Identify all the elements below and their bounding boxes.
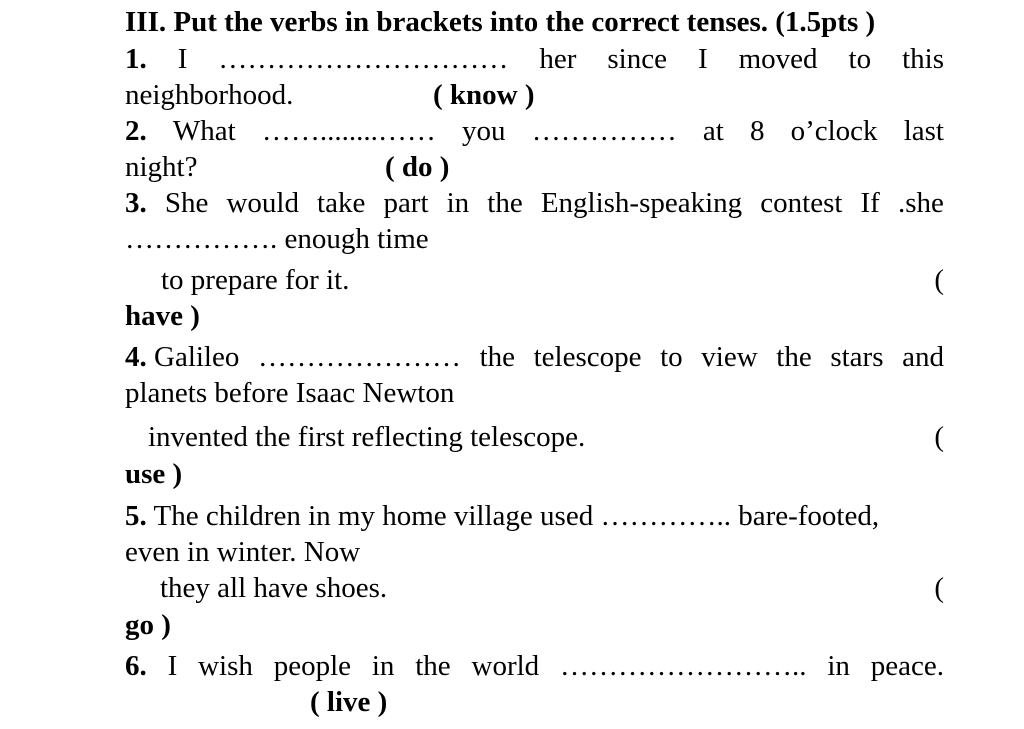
sentence-text: bare-footed, bbox=[730, 500, 880, 532]
word: the bbox=[479, 341, 516, 373]
word: She bbox=[164, 187, 209, 219]
item-5-line-4: go ) bbox=[125, 609, 171, 641]
word: I bbox=[167, 650, 178, 682]
word: telescope bbox=[533, 341, 642, 373]
word: and bbox=[902, 341, 944, 373]
word: If bbox=[860, 187, 880, 219]
item-2-line-2 bbox=[125, 150, 944, 184]
word: her bbox=[539, 43, 577, 75]
sentence-text: night? bbox=[125, 151, 198, 183]
hint-open-bracket: ( bbox=[934, 572, 944, 604]
item-3-line-2 bbox=[125, 222, 944, 256]
hint-open-bracket: ( bbox=[934, 421, 944, 453]
item-number: 5. bbox=[125, 500, 147, 532]
item-5-line-1 bbox=[125, 499, 944, 533]
word: .she bbox=[897, 187, 944, 219]
answer-blank[interactable]: ………………………… bbox=[218, 43, 509, 75]
word: last bbox=[903, 115, 944, 147]
answer-blank[interactable]: ……………. bbox=[125, 223, 285, 255]
item-number: 1. bbox=[125, 43, 147, 75]
word: o’clock bbox=[790, 115, 878, 147]
word: would bbox=[226, 187, 299, 219]
word: moved bbox=[738, 43, 818, 75]
item-number: 4. bbox=[125, 341, 147, 373]
word: I bbox=[697, 43, 708, 75]
word: What bbox=[172, 115, 236, 147]
word: to bbox=[848, 43, 872, 75]
item-2-line-1 bbox=[125, 114, 944, 148]
item-4-line-1 bbox=[125, 340, 944, 374]
answer-blank[interactable]: ……........…… bbox=[261, 115, 436, 147]
sentence-text: to prepare for it. bbox=[161, 264, 350, 296]
item-6-line-1 bbox=[125, 649, 944, 683]
item-number: 6. bbox=[125, 650, 147, 682]
word: I bbox=[177, 43, 188, 75]
sentence-text: neighborhood. bbox=[125, 79, 294, 111]
word: in bbox=[371, 650, 395, 682]
sentence-text: invented the first reflecting telescope. bbox=[148, 421, 586, 453]
word: to bbox=[660, 341, 683, 373]
item-1-line-2 bbox=[125, 78, 944, 112]
item-4-line-4: use ) bbox=[125, 458, 183, 490]
word: stars bbox=[830, 341, 884, 373]
answer-blank[interactable]: …………………….. bbox=[560, 650, 807, 682]
word: the bbox=[415, 650, 451, 682]
word: people bbox=[273, 650, 352, 682]
word: Galileo bbox=[154, 341, 240, 373]
word: at bbox=[702, 115, 724, 147]
word: view bbox=[701, 341, 758, 373]
item-5-line-2: even in winter. Now bbox=[125, 536, 361, 568]
word: the bbox=[487, 187, 523, 219]
word: take bbox=[317, 187, 366, 219]
word: in bbox=[827, 650, 850, 682]
word: part bbox=[383, 187, 429, 219]
item-1-line-1 bbox=[125, 42, 944, 76]
word: since bbox=[607, 43, 667, 75]
item-3-line-1 bbox=[125, 186, 944, 220]
answer-blank[interactable]: …………… bbox=[531, 115, 677, 147]
exercise-heading: III. Put the verbs in brackets into the correct tenses. (1.5pts ) bbox=[125, 6, 876, 38]
sentence-text: enough time bbox=[284, 223, 429, 255]
word: this bbox=[902, 43, 944, 75]
word: in bbox=[446, 187, 470, 219]
item-number: 2. bbox=[125, 115, 147, 147]
answer-blank[interactable]: ………….. bbox=[600, 500, 731, 532]
word: 8 bbox=[749, 115, 765, 147]
word: peace. bbox=[870, 650, 944, 682]
answer-blank[interactable]: ………………… bbox=[257, 341, 461, 373]
word: wish bbox=[198, 650, 253, 682]
word: you bbox=[462, 115, 506, 147]
verb-hint: ( know ) bbox=[433, 79, 535, 111]
hint-open-bracket: ( bbox=[934, 264, 944, 296]
sentence-text: they all have shoes. bbox=[160, 572, 388, 604]
verb-hint: ( live ) bbox=[310, 686, 388, 718]
word: contest bbox=[760, 187, 843, 219]
word: the bbox=[776, 341, 812, 373]
verb-hint: ( do ) bbox=[385, 151, 450, 183]
item-3-line-4: have ) bbox=[125, 300, 200, 332]
item-number: 3. bbox=[125, 187, 147, 219]
item-4-line-2: planets before Isaac Newton bbox=[125, 377, 455, 409]
word: English-speaking bbox=[540, 187, 743, 219]
sentence-text: The children in my home village used bbox=[153, 500, 601, 532]
word: world bbox=[471, 650, 540, 682]
